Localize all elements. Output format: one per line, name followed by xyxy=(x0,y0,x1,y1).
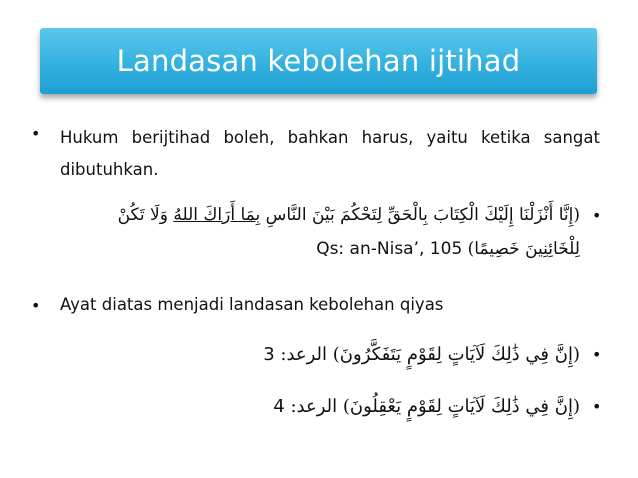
bullet-text-hukum: Hukum berijtihad boleh, bahkan harus, yaitu ketika sangat dibutuhkan. xyxy=(60,128,600,179)
arabic-verse-end: وَلَا تَكُنْ xyxy=(117,205,168,225)
arabic-verse-line-1 xyxy=(20,198,580,232)
arabic-verse-ar-rad-4 xyxy=(273,390,580,424)
bullet-marker: • xyxy=(31,296,41,315)
verse-reference: Qs: an-Nisa’, 105 xyxy=(316,239,463,259)
bullet-text-qiyas: Ayat diatas menjadi landasan kebolehan qiyas xyxy=(60,295,444,314)
arabic-verse-part: (إِنَّا أَنْزَلْنَا إِلَيْكَ الْكِتَابَ بِالْحَقِّ لِتَحْكُمَ بَيْنَ النَّاسِ xyxy=(265,205,580,225)
bullet-marker: • xyxy=(592,206,602,225)
arabic-verse-text: (إِنَّ فِي ذَٰلِكَ لَآيَاتٍ لِقَوْمٍ يَتَفَكَّرُونَ) الرعد: xyxy=(280,344,580,365)
arabic-verse-underlined: بِمَا أَرَاكَ اللهُ xyxy=(173,205,261,225)
slide-title: Landasan kebolehan ijtihad xyxy=(116,44,521,78)
bullet-marker: • xyxy=(592,345,602,364)
title-banner xyxy=(40,28,597,94)
arabic-verse-line-2 xyxy=(316,232,580,266)
bullet-marker: • xyxy=(592,397,602,416)
bullet-marker: • xyxy=(31,124,41,143)
arabic-verse-text: (إِنَّ فِي ذَٰلِكَ لَآيَاتٍ لِقَوْمٍ يَعْقِلُونَ) الرعد: xyxy=(290,396,580,417)
arabic-verse-continuation: لِلْخَائِنِينَ خَصِيمًا) xyxy=(467,239,580,259)
verse-number: 3 xyxy=(263,344,275,365)
verse-number: 4 xyxy=(273,396,285,417)
arabic-verse-ar-rad-3 xyxy=(263,338,580,372)
